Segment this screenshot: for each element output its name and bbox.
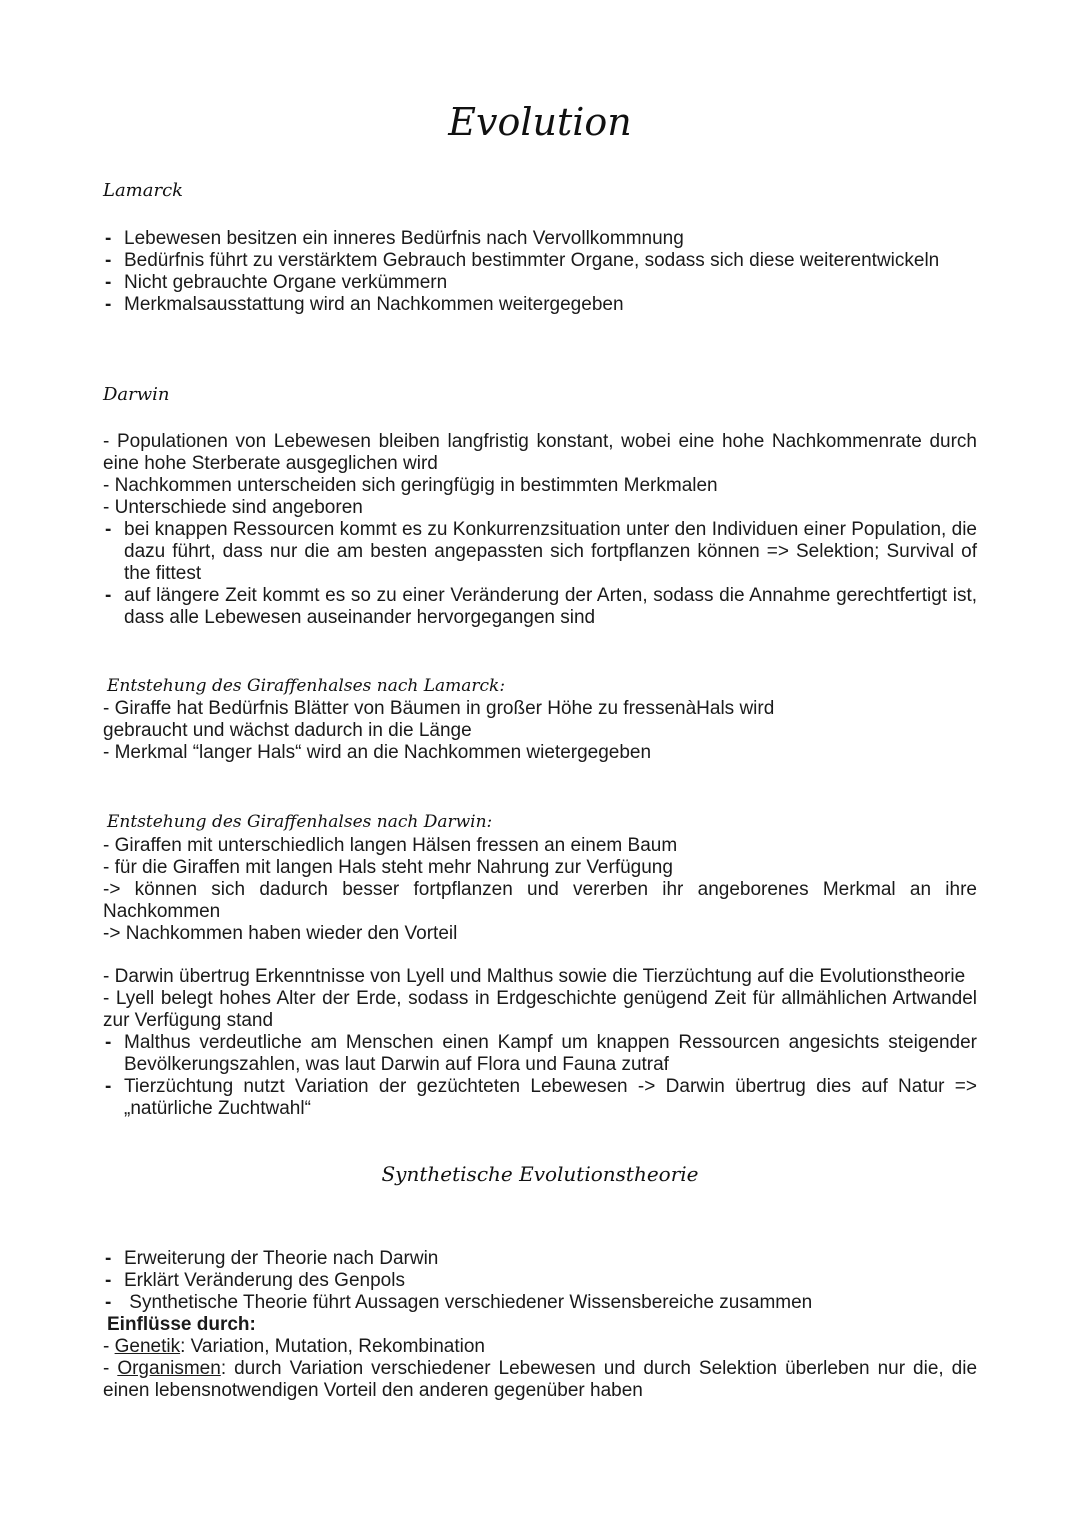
- page-title: Evolution: [448, 100, 632, 144]
- list-item: - Bedürfnis führt zu verstärktem Gebrauch bestimmter Organe, sodass sich diese weiterentwickeln: [103, 250, 977, 272]
- genetik-term: Genetik: [114, 1336, 181, 1357]
- text-line: - Unterschiede sind angeboren: [103, 497, 363, 518]
- text-line: - Nachkommen unterscheiden sich geringfügig in bestimmten Merkmalen: [103, 475, 718, 496]
- text-line: - Merkmal “langer Hals“ wird an die Nachkommen wietergegeben: [103, 742, 652, 763]
- section-heading-lamarck: Lamarck: [103, 180, 184, 201]
- darwin-section: [103, 431, 977, 629]
- text-line: - Giraffen mit unterschiedlich langen Hälsen fressen an einem Baum: [103, 835, 678, 856]
- giraffe-darwin-section: [103, 835, 977, 945]
- text-line: - Populationen von Lebewesen bleiben langfristig konstant, wobei eine hohe Nachkommenrate durch eine hohe Sterberate ausgeglichen wird: [103, 431, 977, 474]
- list-item: - Malthus verdeutliche am Menschen einen Kampf um knappen Ressourcen angesichts steigender Bevölkerungszahlen, was laut Darwin auf Flora und Fauna zutraf: [103, 1032, 977, 1076]
- text-line: -> können sich dadurch besser fortpflanzen und vererben ihr angeborenes Merkmal an ihre Nachkommen: [103, 879, 977, 922]
- list-item: - auf längere Zeit kommt es so zu einer Veränderung der Arten, sodass die Annahme gerechtfertigt ist, dass alle Lebewesen auseinander hervorgegangen sind: [103, 585, 977, 629]
- organismen-term: Organismen: [117, 1358, 221, 1379]
- influences-label: Einflüsse durch:: [107, 1314, 256, 1335]
- list-item: - Merkmalsausstattung wird an Nachkommen weitergegeben: [103, 294, 977, 316]
- list-item: - Tierzüchtung nutzt Variation der gezüchteten Lebewesen -> Darwin übertrug dies auf Natur => „natürliche Zuchtwahl“: [103, 1076, 977, 1120]
- text-line: - Giraffe hat Bedürfnis Blätter von Bäumen in großer Höhe zu fressenàHals wird gebraucht und wächst dadurch in die Länge: [103, 698, 775, 741]
- list-item: - Lebewesen besitzen ein inneres Bedürfnis nach Vervollkommnung: [103, 228, 977, 250]
- list-item: - Synthetische Theorie führt Aussagen verschiedener Wissensbereiche zusammen: [103, 1292, 977, 1314]
- genetik-line: - Genetik: Variation, Mutation, Rekombination: [103, 1336, 485, 1357]
- lamarck-list: [103, 228, 977, 316]
- section-heading-darwin: Darwin: [103, 384, 170, 405]
- text-line: -> Nachkommen haben wieder den Vorteil: [103, 923, 458, 944]
- synthetic-section: [103, 1248, 977, 1402]
- section-heading-giraffe-lamarck: Entstehung des Giraffenhalses nach Lamarck:: [107, 676, 506, 696]
- list-item: - Erweiterung der Theorie nach Darwin: [103, 1248, 977, 1270]
- section-heading-synthetic: Synthetische Evolutionstheorie: [381, 1162, 699, 1186]
- giraffe-lamarck-section: [103, 698, 783, 764]
- genetik-text: : Variation, Mutation, Rekombination: [180, 1336, 485, 1357]
- text-line: - für die Giraffen mit langen Hals steht mehr Nahrung zur Verfügung: [103, 857, 673, 878]
- list-item: - bei knappen Ressourcen kommt es zu Konkurrenzsituation unter den Individuen einer Population, die dazu führt, dass nur die am besten angepassten sich fortpflanzen können => Selektion; Survival of the fittest: [103, 519, 977, 585]
- list-item: - Erklärt Veränderung des Genpols: [103, 1270, 977, 1292]
- list-item: - Nicht gebrauchte Organe verkümmern: [103, 272, 977, 294]
- text-line: - Lyell belegt hohes Alter der Erde, sodass in Erdgeschichte genügend Zeit für allmählichen Artwandel zur Verfügung stand: [103, 988, 977, 1031]
- organismen-text: : durch Variation verschiedener Lebewesen und durch Selektion überleben nur die, die einen lebensnotwendigen Vorteil den anderen gegenüber haben: [103, 1358, 978, 1401]
- text-line: - Darwin übertrug Erkenntnisse von Lyell und Malthus sowie die Tierzüchtung auf die Evolutionstheorie: [103, 966, 966, 987]
- organismen-line: - Organismen: durch Variation verschiedener Lebewesen und durch Selektion überleben nur die, die einen lebensnotwendigen Vorteil den anderen gegenüber haben: [103, 1358, 978, 1401]
- influences-section: [103, 966, 977, 1120]
- section-heading-giraffe-darwin: Entstehung des Giraffenhalses nach Darwin:: [107, 812, 493, 832]
